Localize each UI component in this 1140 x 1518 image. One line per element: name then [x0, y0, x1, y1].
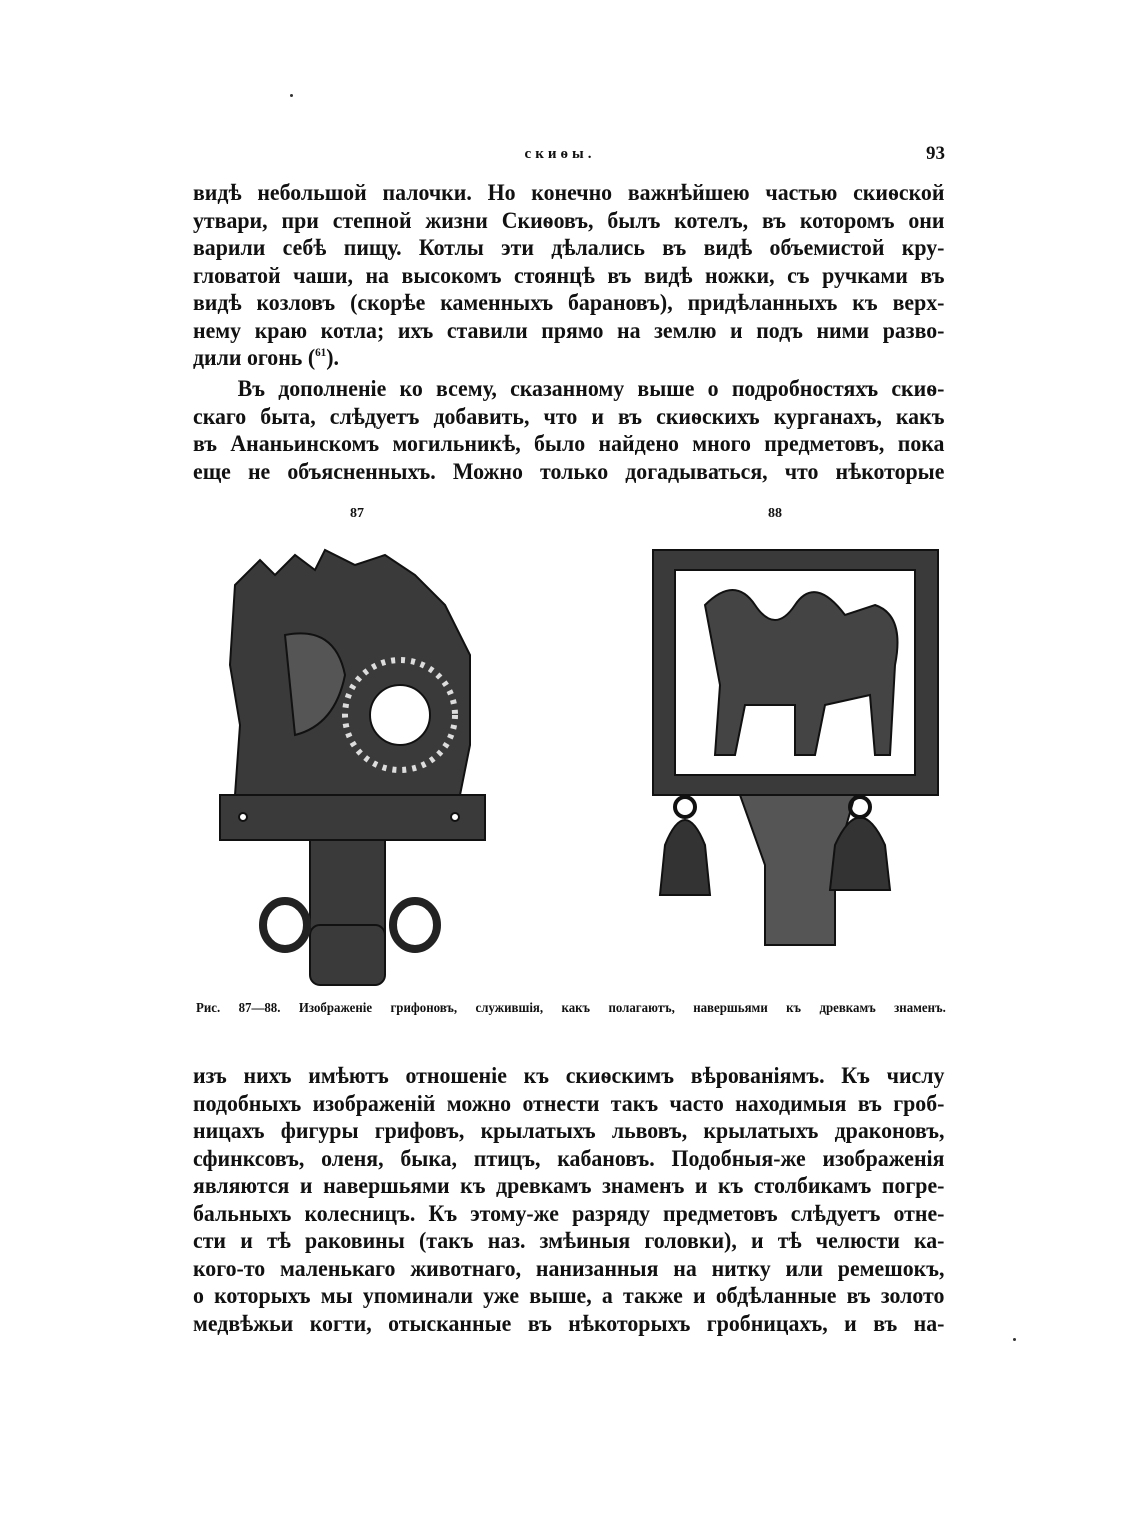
text-line: медвѣжьи когти, отысканные въ нѣкоторыхъ гробницахъ, и въ на-: [193, 1310, 945, 1337]
text-line: Въ дополненіе ко всему, сказанному выше о подробностяхъ скиѳ-: [237, 376, 945, 402]
text-line: сти и тѣ раковины (такъ наз. змѣиныя головки), и тѣ челюсти ка-: [193, 1228, 945, 1254]
text-line: утвари, при степной жизни Скиѳовъ, былъ котелъ, въ которомъ они: [193, 207, 945, 234]
scan-speck: [1013, 1338, 1016, 1341]
text-line: ницахъ фигуры грифовъ, крылатыхъ львовъ, крылатыхъ драконовъ,: [193, 1118, 945, 1144]
text-line: сфинксовъ, оленя, быка, птицъ, кабановъ. Подобныя-же изображенія: [193, 1145, 945, 1172]
figure-87-griffin-finial: [215, 545, 500, 990]
figure-88-number: 88: [768, 506, 782, 521]
scan-speck: [290, 94, 293, 97]
text-line: варили себѣ пищу. Котлы эти дѣлались въ видѣ объемистой кру-: [193, 235, 945, 261]
paragraph-2: [193, 376, 945, 486]
text-line: нему краю котла; ихъ ставили прямо на землю и подъ ними разво-: [193, 317, 945, 344]
text-line: въ Ананьинскомъ могильникѣ, было найдено много предметовъ, пока: [193, 431, 945, 457]
text-line: о которыхъ мы упоминали уже выше, а также и обдѣланные въ золото: [193, 1283, 945, 1309]
paragraph-1: [193, 180, 945, 373]
text-line: еще не объясненныхъ. Можно только догадываться, что нѣкоторые: [193, 458, 945, 485]
text-line: [193, 345, 944, 373]
text-line: являются и навершьями къ древкамъ знаменъ и къ столбикамъ погре-: [193, 1173, 945, 1199]
text-fragment: ).: [326, 345, 339, 371]
text-line: скаго быта, слѣдуетъ добавить, что и въ скиѳскихъ курганахъ, какъ: [193, 403, 945, 430]
text-fragment: дили огонь (: [193, 345, 316, 371]
text-line: бальныхъ колесницъ. Къ этому-же разряду предметовъ слѣдуетъ отне-: [193, 1200, 945, 1227]
text-line: подобныхъ изображеній можно отнести такъ часто находимыя въ гроб-: [193, 1090, 945, 1117]
running-title: скиѳы.: [524, 146, 596, 162]
figure-caption: Рис. 87—88. Изображеніе грифоновъ, служившія, какъ полагаютъ, навершьями къ древкамъ знаменъ.: [196, 1001, 946, 1016]
page-number: 93: [926, 143, 945, 164]
text-line: гловатой чаши, на высокомъ стоянцѣ въ видѣ ножки, съ ручками въ: [193, 262, 945, 289]
text-line: видѣ небольшой палочки. Но конечно важнѣйшею частью скиѳской: [193, 180, 945, 206]
figure-87-number: 87: [350, 506, 364, 521]
text-line: изъ нихъ имѣютъ отношеніе къ скиѳскимъ вѣрованіямъ. Къ числу: [193, 1063, 945, 1089]
figure-88-griffin-frame-with-bells: [645, 545, 950, 960]
paragraph-3: [193, 1063, 945, 1338]
text-line: видѣ козловъ (скорѣе каменныхъ барановъ), придѣланныхъ къ верх-: [193, 290, 945, 316]
footnote-ref: 61: [315, 345, 327, 360]
text-line: кого-то маленькаго животнаго, нанизанныя на нитку или ремешокъ,: [193, 1255, 945, 1282]
